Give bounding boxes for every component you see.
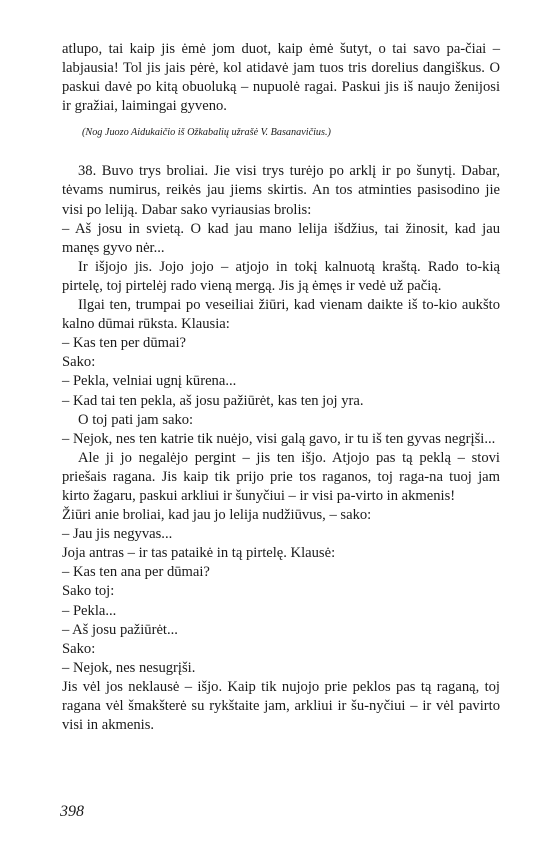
tale-38-opening: 38. Buvo trys broliai. Jie visi trys turėjo po arklį ir po šunytį. Dabar, tėvams numirus, reikės jau jiems skirtis. An tos atminties pasisodino jie visi po leliją. Dabar sako vyriausias brolis: [62,163,500,218]
dialogue-line: – Aš josu in svietą. O kad jau mano lelija išdžius, tai žinosit, kad jau manęs gyvo nėr... [62,220,500,256]
dialogue-line: – Pekla, velniai ugnį kūrena... [62,373,237,390]
dialogue-line: – Nejok, nes nesugrįši. [62,659,196,676]
dialogue-line: – Kas ten ana per dūmai? [62,564,210,581]
paragraph: Žiūri anie broliai, kad jau jo lelija nudžiūvus, – sako: [62,507,372,524]
dialogue-line: – Kas ten per dūmai? [62,335,187,352]
dialogue-line: Sako toj: [62,583,115,600]
source-attribution: (Nog Juozo Aidukaičio iš Ožkabalių užrašė V. Basanavičius.) [82,127,331,139]
dialogue-line: – Kad tai ten pekla, aš josu pažiūrėt, kas ten joj yra. [62,392,364,409]
paragraph: O toj pati jam sako: [78,411,194,428]
dialogue-line: – Jau jis negyvas... [62,526,173,543]
paragraph: Ilgai ten, trumpai po veseiliai žiūri, kad vienam daikte iš to-kio aukšto kalno dūmai rūksta. Klausia: [62,297,500,333]
paragraph: Ale ji jo negalėjo pergint – jis ten išjo. Atjojo pas tą peklą – stovi priešais ragana. Jis kaip tik prijo prie tos raganos, toj raga-na tuoj jam kirto žagaru, paskui arkliui ir šunyčiui – ir visi pa-virto in akmenis! [62,449,500,504]
paragraph: Jis vėl jos neklausė – išjo. Kaip tik nujojo prie peklos pas tą raganą, toj ragana vėl šmakšterė su rykštaite jam, arkliui ir šu-nyčiui – ir vėl pavirto visi in akmenis. [62,678,500,734]
dialogue-line: – Aš josu pažiūrėt... [62,621,178,638]
paragraph: Joja antras – ir tas pataikė in tą pirtelę. Klausė: [62,545,336,562]
dialogue-line: – Pekla... [62,602,117,619]
dialogue-line: – Nejok, nes ten katrie tik nuėjo, visi galą gavo, ir tu iš ten gyvas negrįši... [62,430,496,447]
paragraph-continuation: atlupo, tai kaip jis ėmė jom duot, kaip ėmė šutyt, o tai savo pa-čiai – labjausia! Tol jis jais pėrė, kol atidavė jam tuos tris dorelius dangiškus. O paskui davė po kitą obuoluką – nupuolė ragai. Paskui jis iš naujo ženijosi ir gražiai, laimingai gyveno. [62,41,500,115]
section-gap [62,140,500,162]
paragraph: Ir išjojo jis. Jojo jojo – atjojo in tokį kalnuotą kraštą. Rado to-kią pirtelę, toj pirtelėj rado vieną mergą. Jis ją ėmęs ir vedė už pačią. [62,258,500,294]
text-body [62,40,500,735]
page-number: 398 [60,803,84,820]
dialogue-line: Sako: [62,354,96,371]
dialogue-line: Sako: [62,640,96,657]
